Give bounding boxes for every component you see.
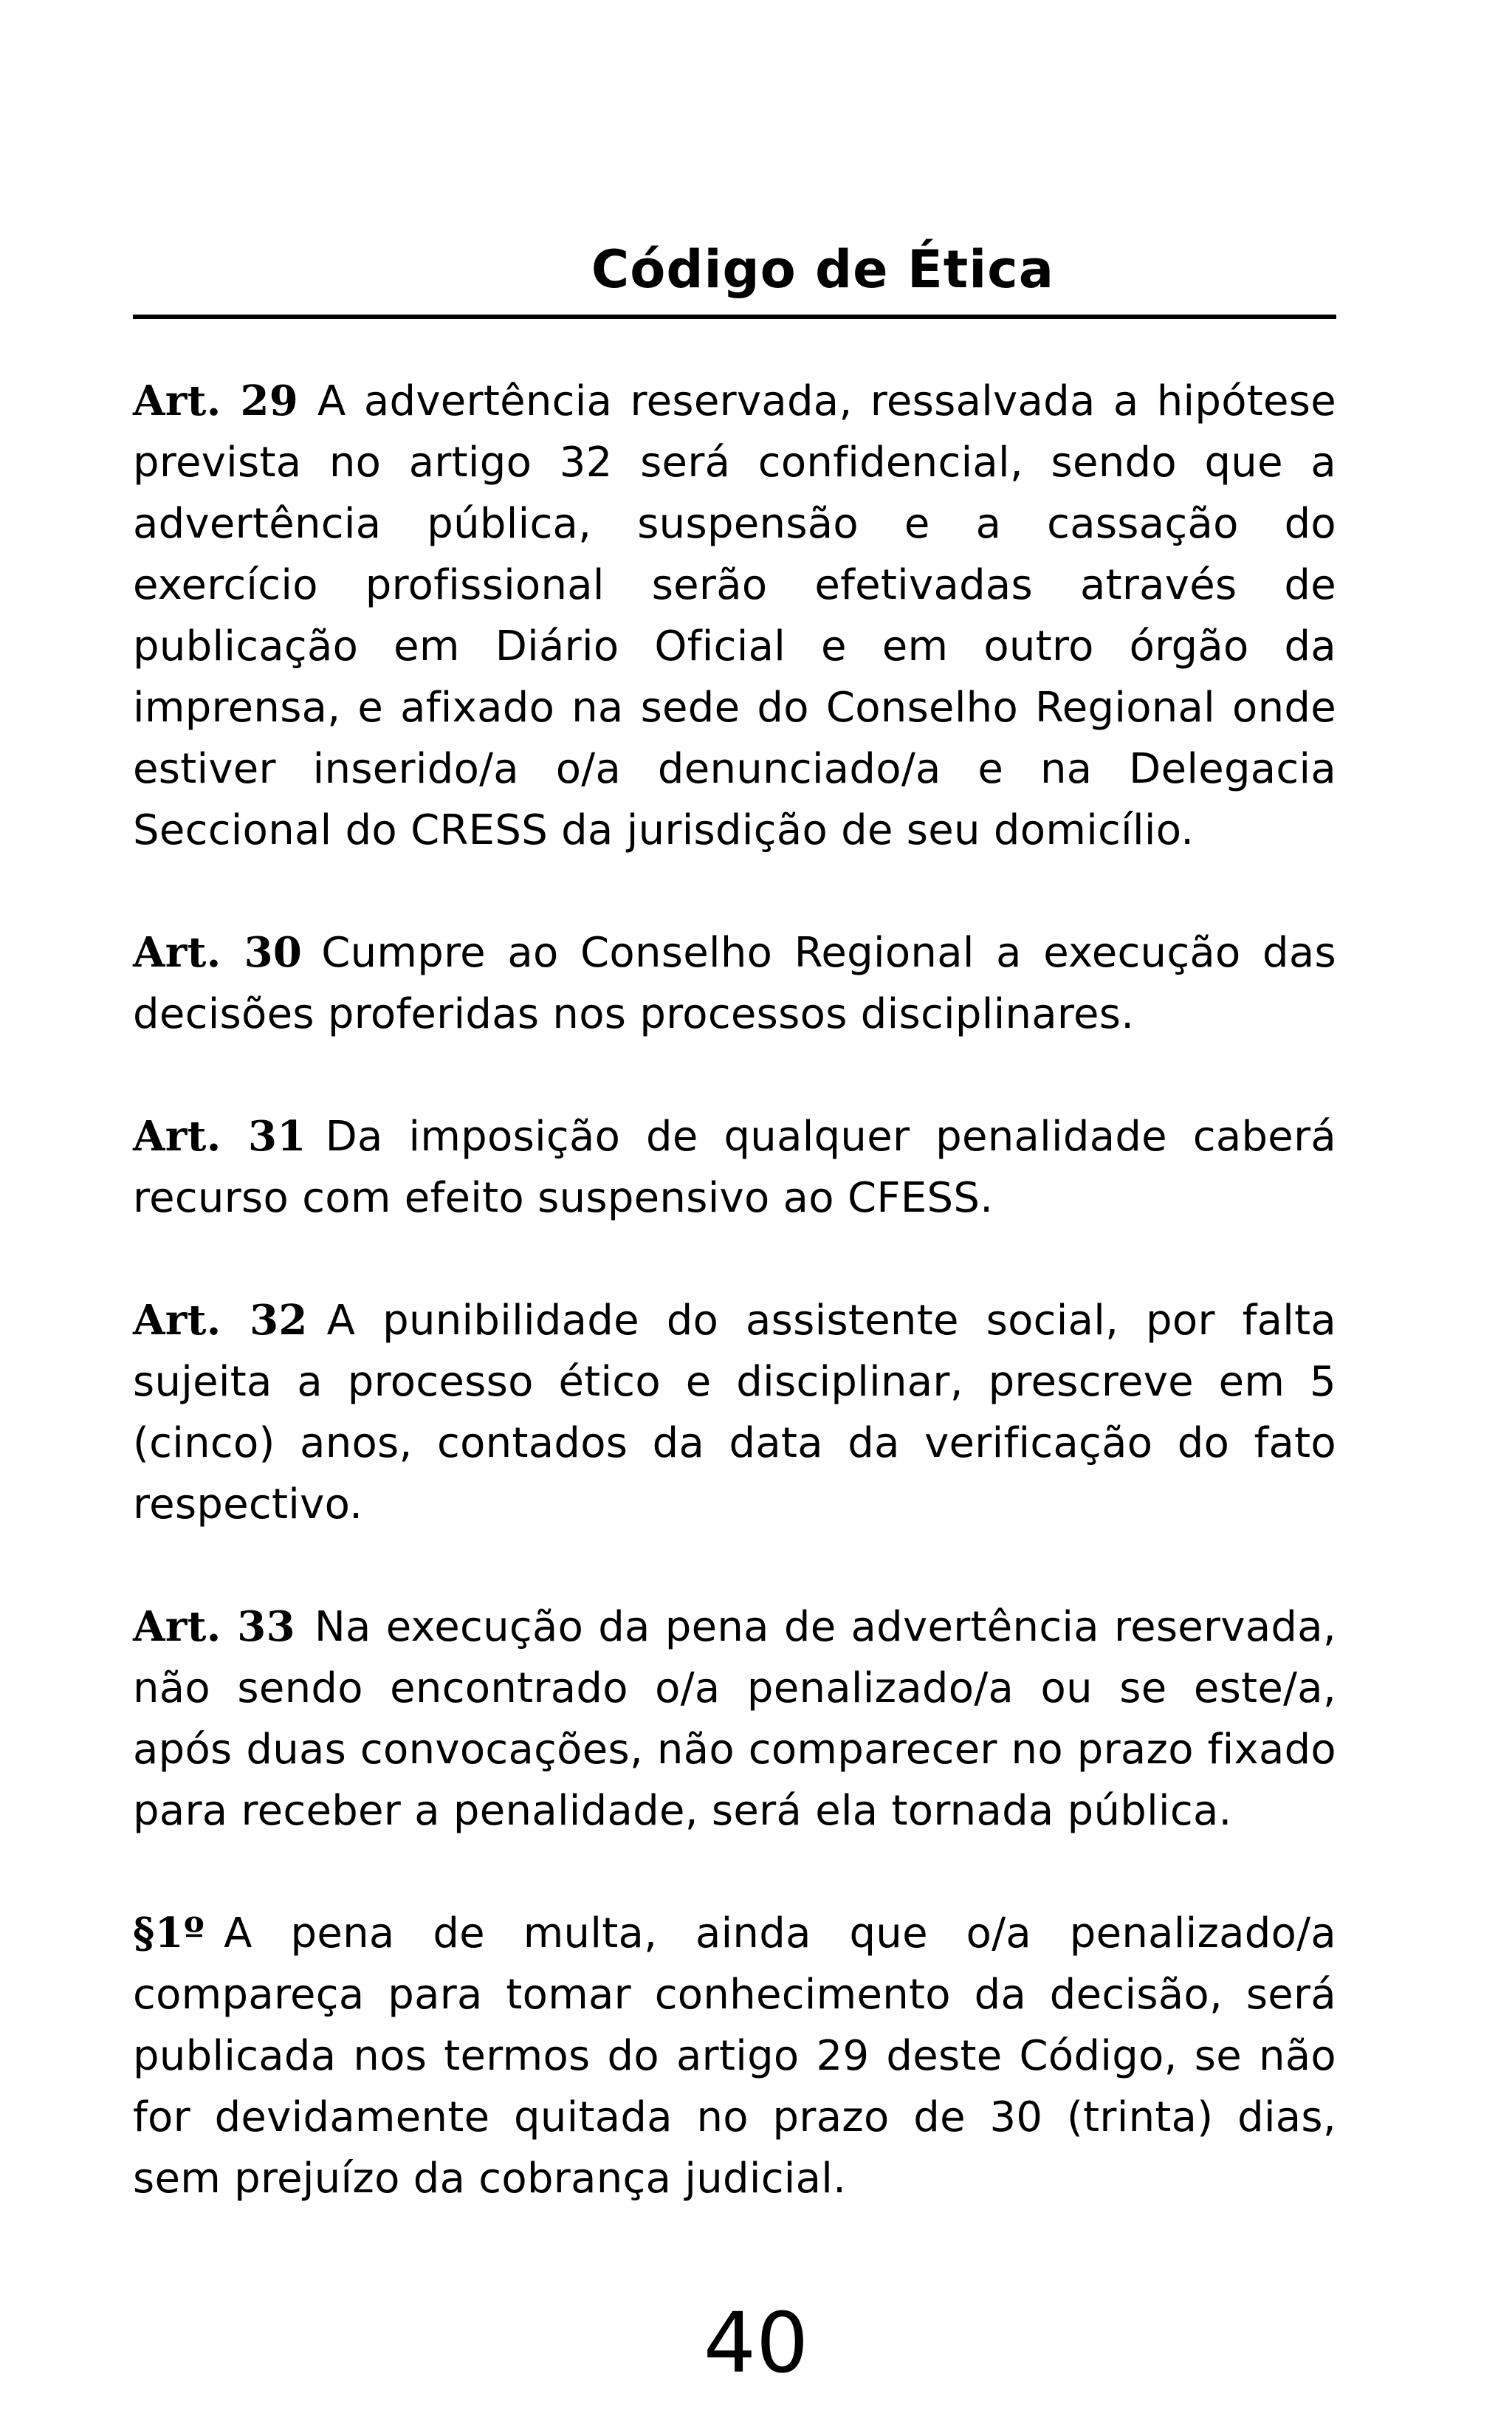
article-label: Art. 31 (133, 1112, 306, 1161)
article-30 (133, 922, 1336, 1045)
header-divider (133, 315, 1336, 319)
paragraph-text: A pena de multa, ainda que o/a penalizado/a compareça para tomar conhecimento da decisão, será publicada nos termos do artigo 29 deste Código, se não for devidamente quitada no prazo de 30 (trinta) dias, sem prejuízo da cobrança judicial. (133, 1909, 1336, 2203)
article-label: Art. 33 (133, 1602, 295, 1651)
page-number: 40 (703, 2296, 809, 2392)
article-text: A punibilidade do assistente social, por falta sujeita a processo ético e disciplinar, prescreve em 5 (cinco) anos, contados da data da verificação do fato respectivo. (133, 1297, 1337, 1528)
article-label: Art. 32 (133, 1296, 308, 1345)
page-header (133, 239, 1336, 300)
article-text: Da imposição de qualquer penalidade caberá recurso com efeito suspensivo ao CFESS. (133, 1113, 1337, 1222)
article-31 (133, 1106, 1336, 1229)
article-text: Cumpre ao Conselho Regional a execução das decisões proferidas nos processos disciplinares. (133, 929, 1336, 1038)
page-title: Código de Ética (591, 239, 1054, 300)
paragraph-1 (133, 1903, 1336, 2209)
article-label: Art. 29 (133, 377, 299, 425)
article-29 (133, 371, 1336, 861)
document-body (133, 371, 1336, 2271)
paragraph-label: §1º (133, 1909, 205, 1957)
article-32 (133, 1290, 1336, 1535)
article-label: Art. 30 (133, 928, 303, 977)
article-text: Na execução da pena de advertência reservada, não sendo encontrado o/a penalizado/a ou se este/a, após duas convocações, não comparecer no prazo fixado para receber a penalidade, será ela tornada pública. (133, 1603, 1337, 1835)
article-text: A advertência reservada, ressalvada a hipótese prevista no artigo 32 será confidencial, sendo que a advertência pública, suspensão e a cassação do exercício profissional serão efetivadas através de publicação em Diário Oficial e em outro órgão da imprensa, e afixado na sede do Conselho Regional onde estiver inserido/a o/a denunciado/a e na Delegacia Seccional do CRESS da jurisdição de seu domicílio. (133, 377, 1337, 854)
article-33 (133, 1596, 1336, 1842)
